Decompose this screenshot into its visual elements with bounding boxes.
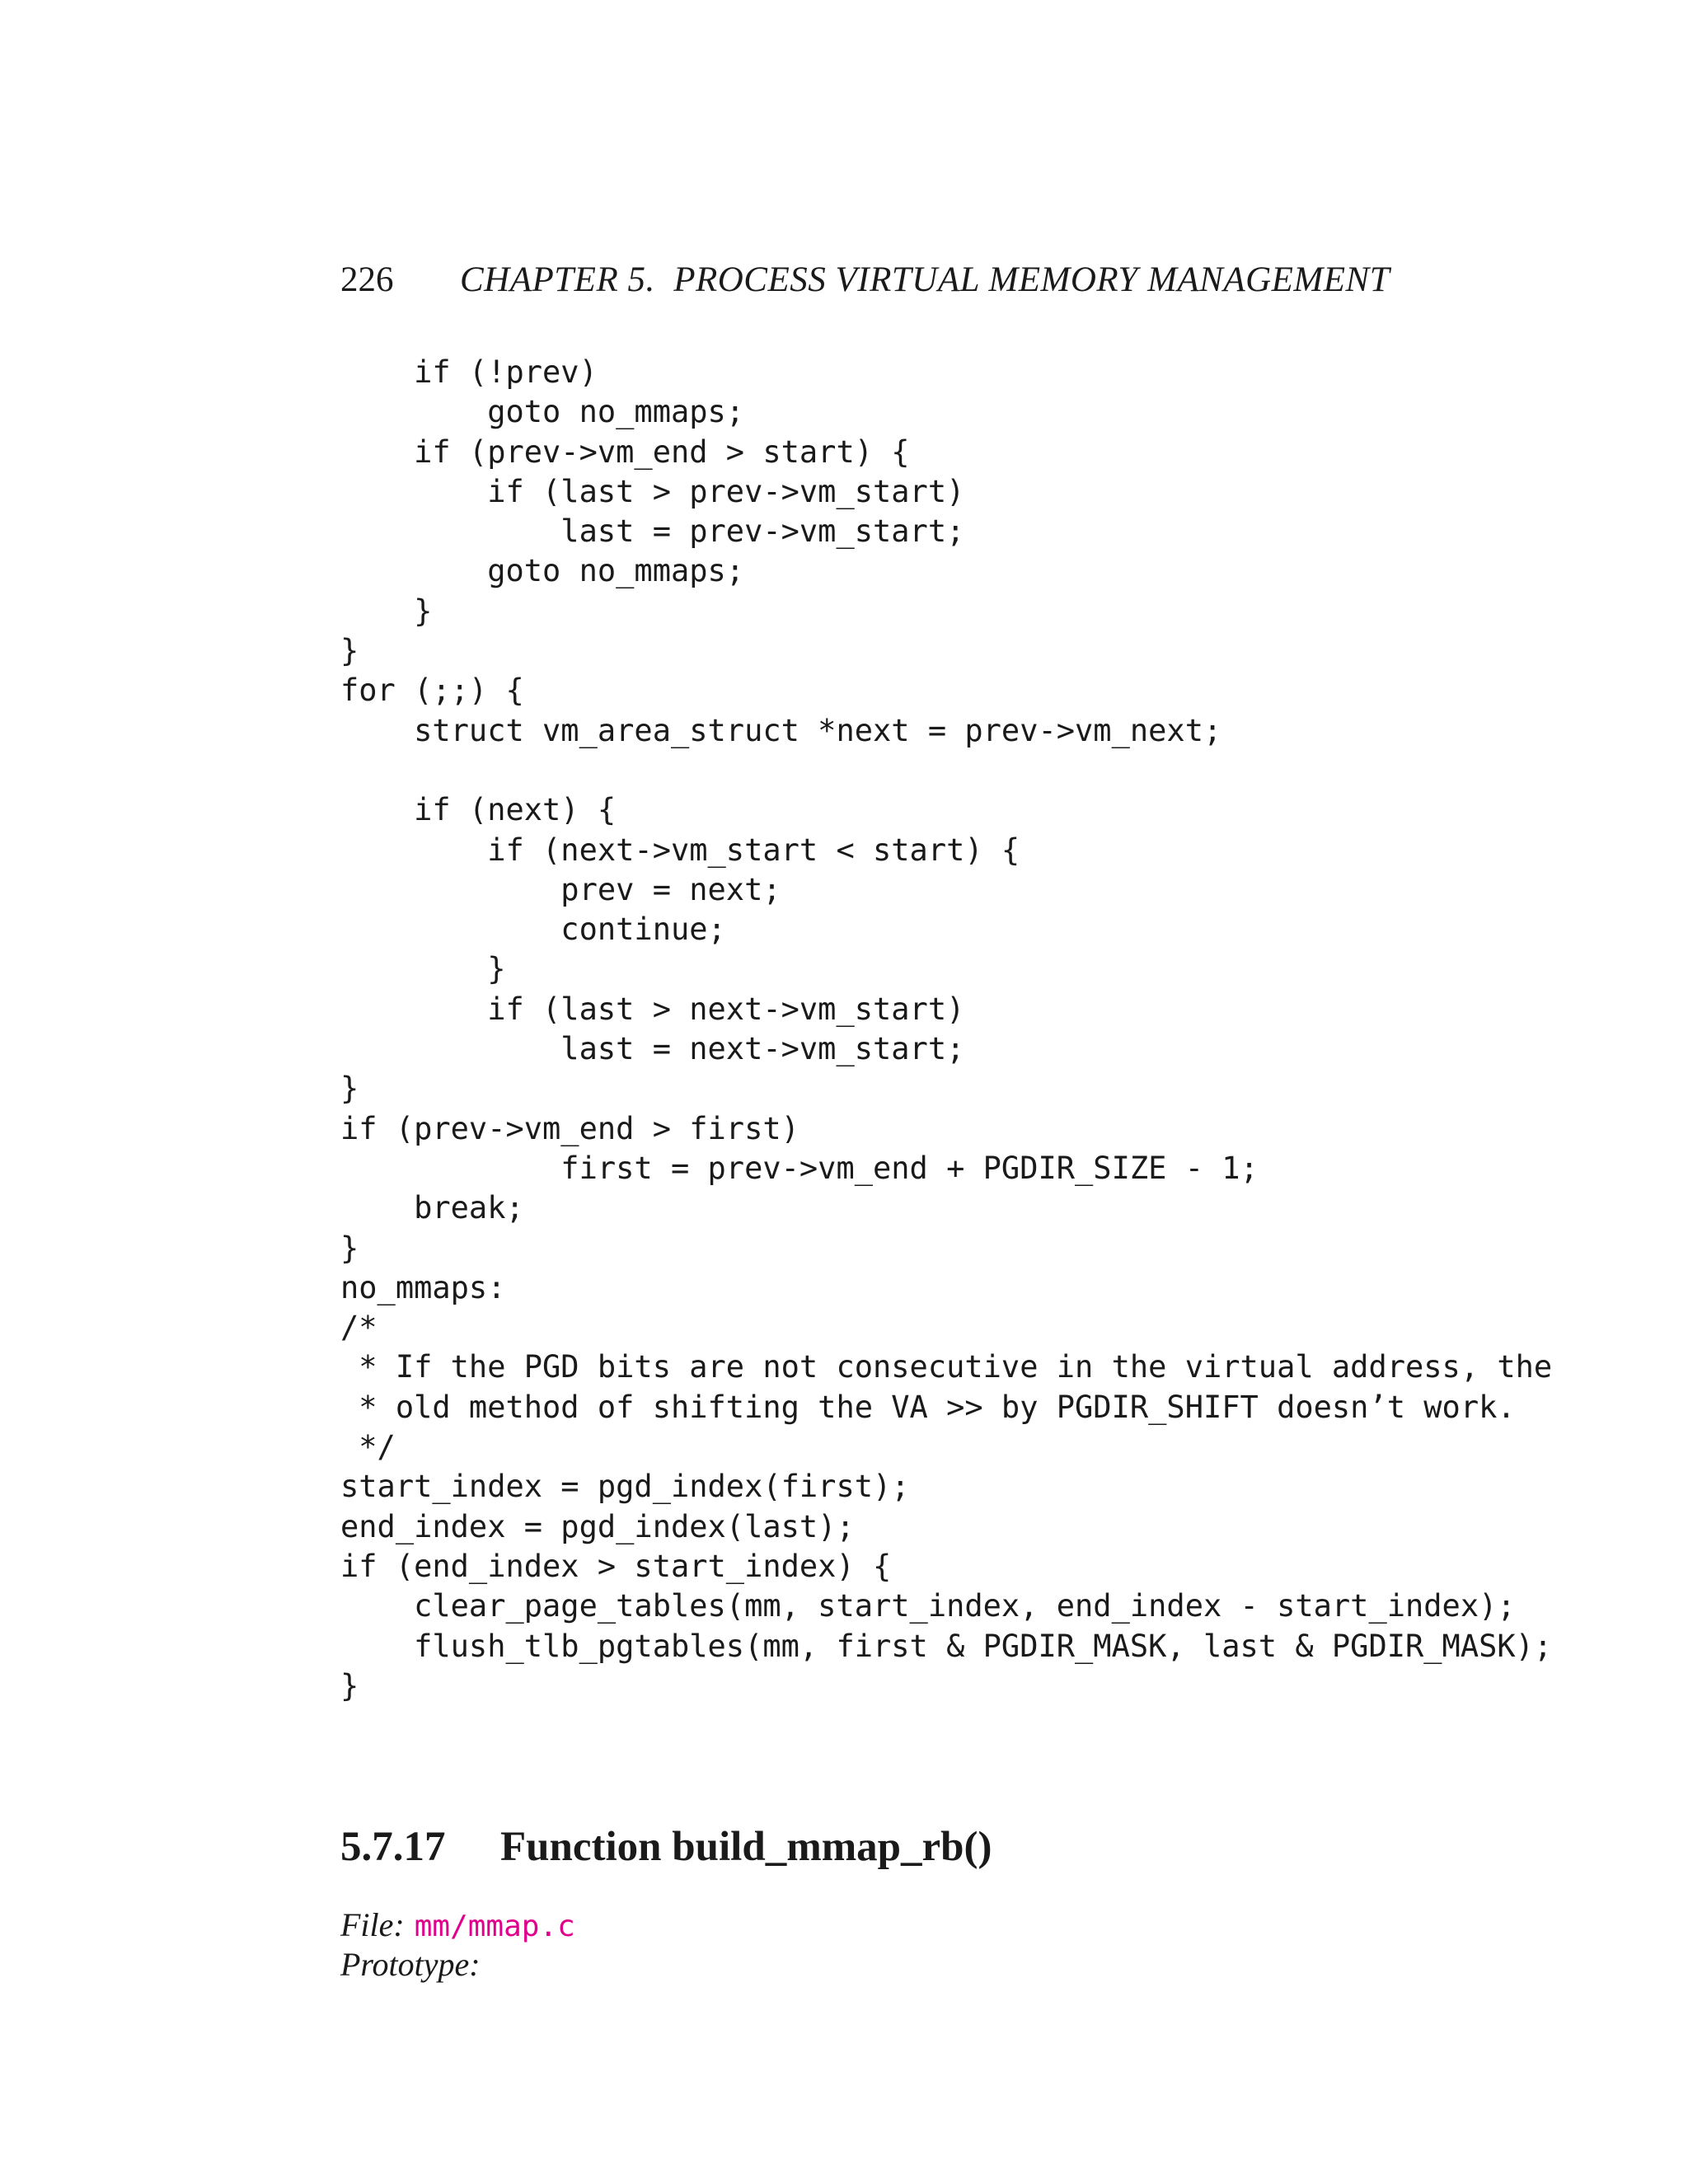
code-line: struct vm_area_struct *next = prev->vm_next; xyxy=(340,712,1222,748)
code-line: if (prev->vm_end > first) xyxy=(340,1110,799,1146)
code-line: last = prev->vm_start; xyxy=(340,513,965,550)
code-line: } xyxy=(340,633,359,669)
code-line xyxy=(340,751,1552,790)
page-number: 226 xyxy=(340,260,394,299)
file-label: File: xyxy=(340,1906,405,1943)
code-line: /* xyxy=(340,1310,377,1346)
code-line: continue; xyxy=(340,912,726,948)
section-heading xyxy=(340,1823,992,1871)
code-line: if (next) { xyxy=(340,792,617,828)
code-line: last = next->vm_start; xyxy=(340,1031,965,1067)
code-line: */ xyxy=(340,1429,396,1465)
section-number: 5.7.17 xyxy=(340,1824,446,1870)
code-line: for (;;) { xyxy=(340,673,524,709)
code-line: first = prev->vm_end + PGDIR_SIZE - 1; xyxy=(340,1150,1259,1186)
code-line: } xyxy=(340,1071,359,1107)
code-line: if (prev->vm_end > start) { xyxy=(340,434,910,470)
code-line: if (last > next->vm_start) xyxy=(340,991,965,1027)
chapter-title: CHAPTER 5. PROCESS VIRTUAL MEMORY MANAGEMENT xyxy=(460,260,1390,299)
code-line: } xyxy=(340,1230,359,1266)
code-line: if (last > prev->vm_start) xyxy=(340,473,965,509)
code-listing xyxy=(340,353,1552,1706)
code-line: } xyxy=(340,951,506,987)
code-line: } xyxy=(340,1667,359,1704)
section-title: Function build_mmap_rb() xyxy=(500,1824,992,1870)
code-line: goto no_mmaps; xyxy=(340,394,745,430)
code-line: no_mmaps: xyxy=(340,1269,506,1305)
code-line: if (!prev) xyxy=(340,354,598,390)
code-line: goto no_mmaps; xyxy=(340,553,745,589)
code-line: clear_page_tables(mm, start_index, end_index - start_index); xyxy=(340,1588,1516,1624)
file-line xyxy=(340,1905,575,1944)
file-path-link[interactable]: mm/mmap.c xyxy=(414,1910,575,1943)
code-line: * old method of shifting the VA >> by PGDIR_SHIFT doesn’t work. xyxy=(340,1389,1516,1425)
code-line: prev = next; xyxy=(340,871,781,907)
prototype-line xyxy=(340,1945,481,1984)
code-line: if (next->vm_start < start) { xyxy=(340,832,1020,868)
code-line: flush_tlb_pgtables(mm, first & PGDIR_MASK, last & PGDIR_MASK); xyxy=(340,1628,1553,1664)
prototype-label: Prototype: xyxy=(340,1946,481,1983)
code-line: end_index = pgd_index(last); xyxy=(340,1508,855,1544)
code-line: start_index = pgd_index(first); xyxy=(340,1469,910,1505)
code-line: } xyxy=(340,593,433,629)
code-line: break; xyxy=(340,1190,524,1226)
code-line: if (end_index > start_index) { xyxy=(340,1548,892,1584)
code-line: * If the PGD bits are not consecutive in the virtual address, the xyxy=(340,1349,1553,1385)
page-header xyxy=(340,260,1390,300)
